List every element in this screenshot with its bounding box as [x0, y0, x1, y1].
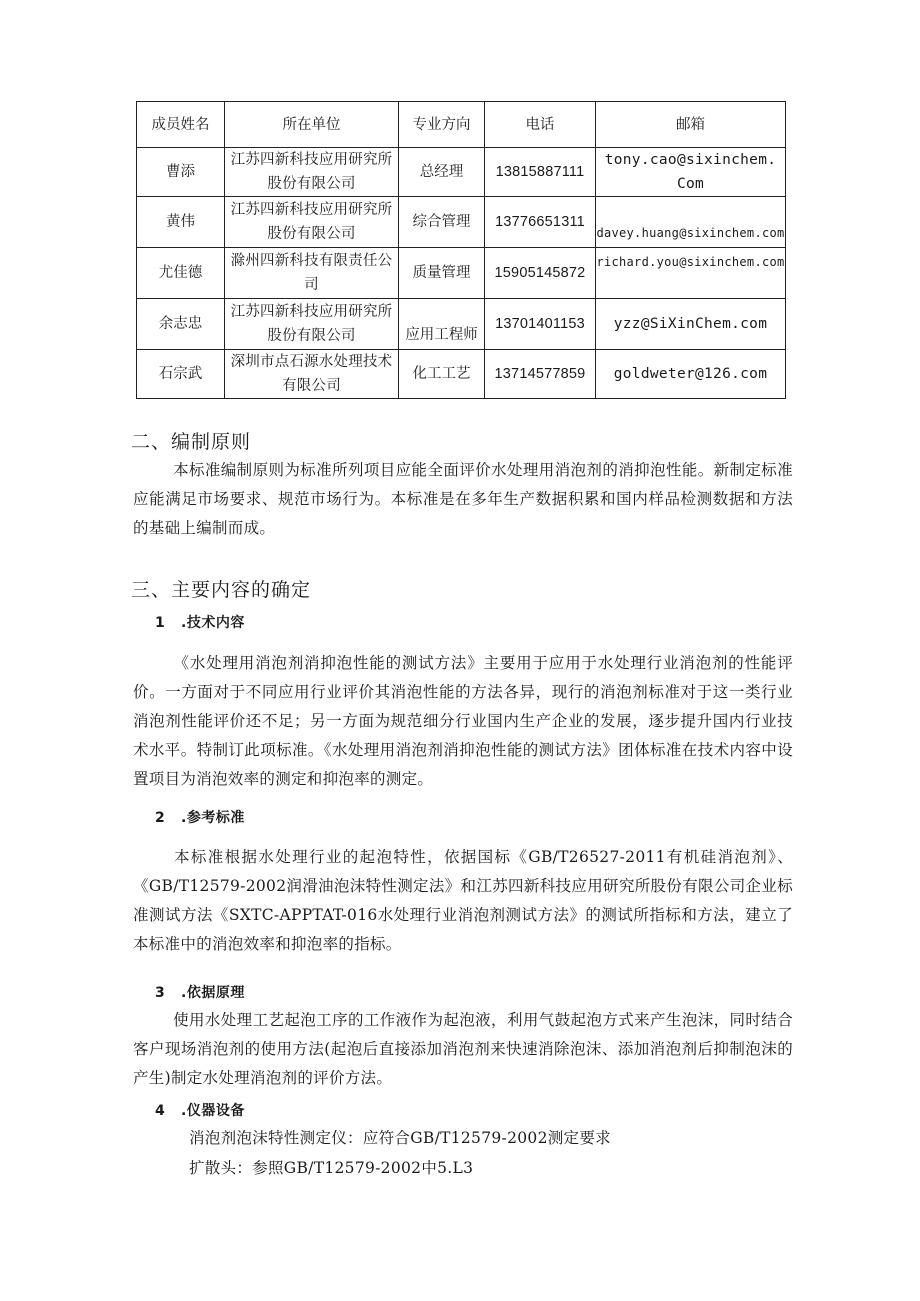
- members-table: [136, 101, 786, 399]
- item1-body: [133, 649, 793, 794]
- member-major: 综合管理: [399, 197, 485, 248]
- item1-number: 1: [155, 615, 166, 631]
- member-major: 总经理: [399, 148, 485, 197]
- member-major: 应用工程师: [399, 299, 485, 350]
- item4-title: .仪器设备: [181, 1103, 245, 1119]
- table-row: [137, 248, 786, 299]
- member-name: 余志忠: [137, 299, 225, 350]
- item1-title: .技术内容: [181, 615, 245, 631]
- table-row: [137, 350, 786, 399]
- item3-body-text: 使用水处理工艺起泡工序的工作液作为起泡液，利用气鼓起泡方式来产生泡沫，同时结合客户现场消泡剂的使用方法(起泡后直接添加消泡剂来快速消除泡沫、添加消泡剂后抑制泡沫的产生)制定水处理消泡剂的评价方法。: [133, 1011, 793, 1087]
- member-phone: 13701401153: [485, 299, 596, 350]
- member-org: 江苏四新科技应用研究所股份有限公司: [225, 299, 399, 350]
- section2-body-text: 本标准编制原则为标准所列项目应能全面评价水处理用消泡剂的消抑泡性能。新制定标准应能满足市场要求、规范市场行为。本标准是在多年生产数据积累和国内样品检测数据和方法的基础上编制而成。: [133, 461, 793, 537]
- member-email: goldweter@126.com: [596, 350, 786, 399]
- item2-title: .参考标准: [181, 810, 245, 826]
- item2-body: [133, 843, 793, 959]
- header-phone: 电话: [485, 102, 596, 148]
- member-org: 滁州四新科技有限责任公司: [225, 248, 399, 299]
- member-phone: 13776651311: [485, 197, 596, 248]
- item1-heading: [155, 612, 245, 632]
- item2-heading: [155, 807, 245, 827]
- item4-heading: [155, 1100, 245, 1120]
- table-row: [137, 148, 786, 197]
- header-name: 成员姓名: [137, 102, 225, 148]
- member-org: 江苏四新科技应用研究所股份有限公司: [225, 148, 399, 197]
- member-email: davey.huang@sixinchem.com: [596, 197, 786, 248]
- member-phone: 13714577859: [485, 350, 596, 399]
- member-email: tony.cao@sixinchem.Com: [596, 148, 786, 197]
- item4-number: 4: [155, 1103, 166, 1119]
- table-header-row: [137, 102, 786, 148]
- table-row: [137, 197, 786, 248]
- member-org: 深圳市点石源水处理技术有限公司: [225, 350, 399, 399]
- member-name: 黄伟: [137, 197, 225, 248]
- member-name: 石宗武: [137, 350, 225, 399]
- section3-title: 三、主要内容的确定: [131, 579, 312, 601]
- member-org: 江苏四新科技应用研究所股份有限公司: [225, 197, 399, 248]
- item2-body-text: 本标准根据水处理行业的起泡特性，依据国标《GB/T26527-2011有机硅消泡剂》、《GB/T12579-2002润滑油泡沫特性测定法》和江苏四新科技应用研究所股份有限公司企业标准测试方法《SXTC-APPTAT-016水处理行业消泡剂测试方法》的测试所指标和方法，建立了本标准中的消泡效率和抑泡率的指标。: [133, 848, 793, 953]
- member-email: richard.you@sixinchem.com: [596, 248, 786, 299]
- item3-title: .依据原理: [181, 985, 245, 1001]
- header-email: 邮箱: [596, 102, 786, 148]
- header-major: 专业方向: [399, 102, 485, 148]
- item3-body: [133, 1006, 793, 1093]
- item1-body-text: 《水处理用消泡剂消抑泡性能的测试方法》主要用于应用于水处理行业消泡剂的性能评价。一方面对于不同应用行业评价其消泡性能的方法各异，现行的消泡剂标准对于这一类行业消泡剂性能评价还不足；另一方面为规范细分行业国内生产企业的发展，逐步提升国内行业技术水平。特制订此项标准。《水处理用消泡剂消抑泡性能的测试方法》团体标准在技术内容中设置项目为消泡效率的测定和抑泡率的测定。: [133, 654, 793, 788]
- member-name: 曹添: [137, 148, 225, 197]
- member-name: 尤佳德: [137, 248, 225, 299]
- member-major: 化工工艺: [399, 350, 485, 399]
- item2-number: 2: [155, 810, 166, 826]
- item4-line2: 扩散头：参照GB/T12579-2002中5.L3: [189, 1159, 474, 1177]
- section2-body: [133, 456, 793, 543]
- member-phone: 13815887111: [485, 148, 596, 197]
- section2-title: 二、编制原则: [131, 431, 252, 453]
- item4-line1: 消泡剂泡沫特性测定仪：应符合GB/T12579-2002测定要求: [189, 1129, 611, 1147]
- member-email: yzz@SiXinChem.com: [596, 299, 786, 350]
- table-row: [137, 299, 786, 350]
- header-org: 所在单位: [225, 102, 399, 148]
- item3-number: 3: [155, 985, 166, 1001]
- member-phone: 15905145872: [485, 248, 596, 299]
- item3-heading: [155, 982, 245, 1002]
- member-major: 质量管理: [399, 248, 485, 299]
